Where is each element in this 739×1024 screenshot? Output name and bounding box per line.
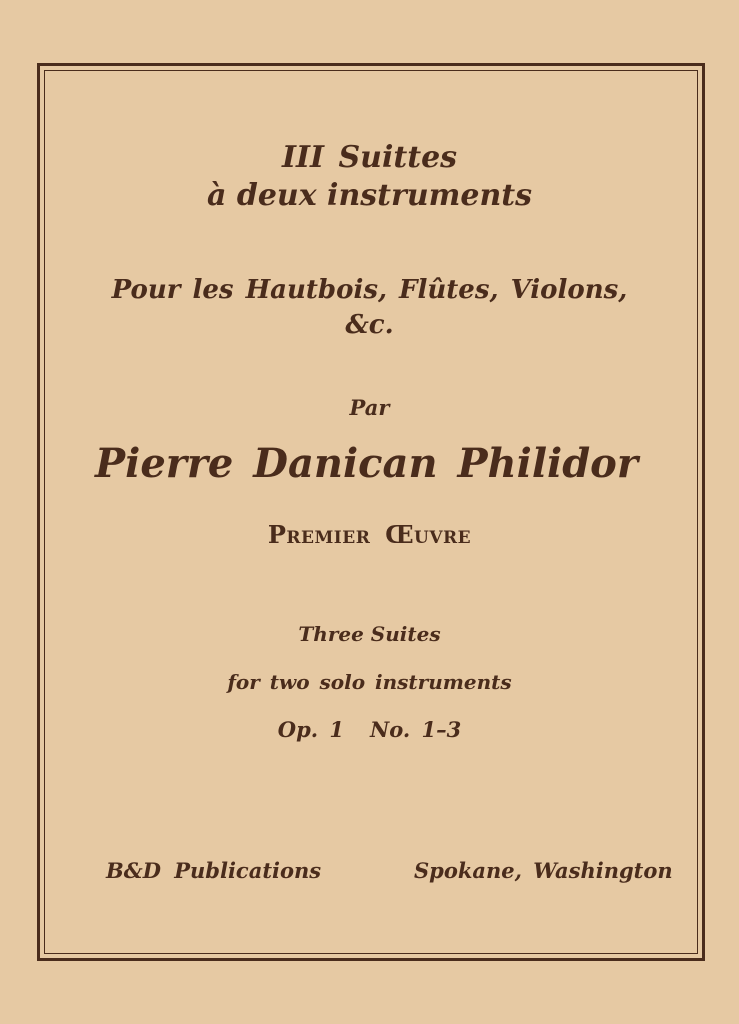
composer-name: Pierre Danican Philidor	[95, 440, 638, 487]
title-line-1: III Suittes	[281, 140, 458, 175]
english-subtitle: for two solo instruments	[227, 670, 512, 694]
opus-line	[0, 717, 739, 742]
oeuvre-label: Premier Œuvre	[267, 520, 472, 549]
instruments-line-2: &c.	[345, 310, 394, 340]
title-line-2: à deux instruments	[206, 178, 533, 213]
par-label: Par	[349, 395, 390, 420]
suite-numbers: No. 1–3	[370, 717, 462, 742]
instruments-line-1: Pour les Hautbois, Flûtes, Violons,	[111, 275, 628, 305]
english-title: Three Suites	[298, 622, 441, 646]
opus-number: Op. 1	[277, 717, 345, 742]
publisher-location: Spokane, Washington	[414, 858, 673, 883]
publisher-name: B&D Publications	[106, 858, 322, 883]
